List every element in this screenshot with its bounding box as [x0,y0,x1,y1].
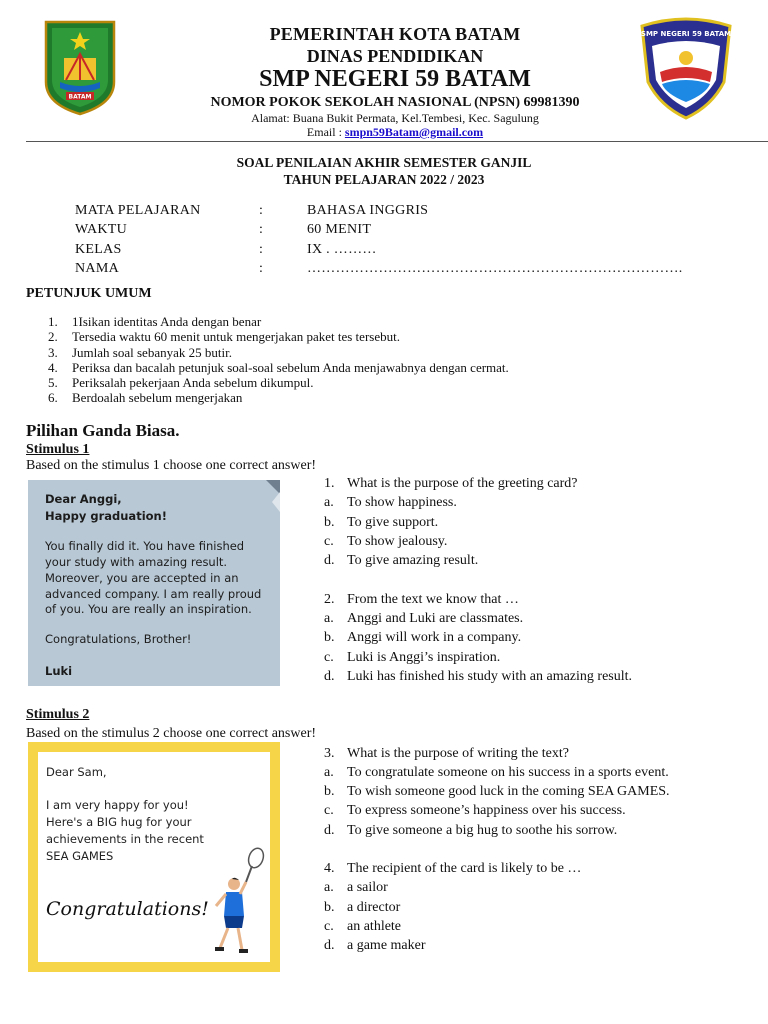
question-2: 2. From the text we know that … [324,592,519,607]
option-4c: c. an athlete [324,919,402,934]
instruction-item: 3. Jumlah soal sebanyak 25 butir. [48,345,232,360]
instruction-item: 4. Periksa dan bacalah petunjuk soal-soal sebelum Anda menjawabnya dengan cermat. [48,360,509,375]
card-line: Here's a BIG hug for your [46,815,192,829]
option-2d: d. Luki has finished his study with an amazing result. [324,669,633,684]
card-signature: Congratulations! [46,898,209,920]
card-corner-decoration [264,492,280,512]
card-line: of you. You are really an inspiration. [45,602,252,616]
exam-title: SOAL PENILAIAN AKHIR SEMESTER GANJIL [236,155,532,170]
card-inner [38,752,270,962]
option-2c: c. Luki is Anggi’s inspiration. [324,650,501,665]
stimulus2-instruction: Based on the stimulus 2 choose one correct answer! [26,726,317,741]
school-name: SMP NEGERI 59 BATAM [259,66,531,92]
option-1c: c. To show jealousy. [324,534,448,549]
npsn-line: NOMOR POKOK SEKOLAH NASIONAL (NPSN) 69981390 [210,95,580,110]
option-2a: a. Anggi and Luki are classmates. [324,611,524,626]
option-1b: b. To give support. [324,515,439,530]
stimulus2-greeting-card [28,742,280,972]
card-line: Dear Sam, [46,765,107,779]
meta-row: WAKTU : 60 MENIT [75,222,372,237]
option-3d: d. To give someone a big hug to soothe his sorrow. [324,823,618,838]
stimulus1-greeting-card [28,480,280,686]
badminton-player-illustration [206,844,270,962]
instructions-title: PETUNJUK UMUM [26,286,152,301]
card-line: Moreover, you are accepted in an [45,571,239,585]
option-4d: d. a game maker [324,938,426,953]
option-4b: b. a director [324,900,401,915]
meta-row: MATA PELAJARAN : BAHASA INGGRIS [75,203,429,218]
email-link[interactable]: smpn59Batam@gmail.com [344,125,484,139]
batam-city-emblem [44,20,116,116]
email-line [130,125,660,140]
question-4: 4. The recipient of the card is likely to be … [324,861,582,876]
instruction-item: 1. 1Isikan identitas Anda dengan benar [48,314,262,329]
option-1d: d. To give amazing result. [324,553,479,568]
card-line: Dear Anggi, [45,492,122,506]
card-line: Luki [45,664,73,678]
instruction-item: 5. Periksalah pekerjaan Anda sebelum dikumpul. [48,375,314,390]
option-3c: c. To express someone’s happiness over his success. [324,803,626,818]
option-3a: a. To congratulate someone on his success in a sports event. [324,765,669,780]
card-line: You finally did it. You have finished [45,539,245,553]
card-line: Congratulations, Brother! [45,632,192,646]
question-3: 3. What is the purpose of writing the text? [324,746,569,761]
section-title: Pilihan Ganda Biasa. [26,421,180,440]
card-line: SEA GAMES [46,849,114,863]
option-4a: a. a sailor [324,880,388,895]
address-line: Alamat: Buana Bukit Permata, Kel.Tembesi, Kec. Sagulung [251,111,539,125]
option-2b: b. Anggi will work in a company. [324,630,522,645]
meta-row: NAMA : ……………………………………………………………………. [75,261,683,276]
instruction-item: 2. Tersedia waktu 60 menit untuk mengerjakan paket tes tersebut. [48,329,400,344]
card-line: achievements in the recent [46,832,204,846]
header-divider [26,141,768,142]
card-line: I am very happy for you! [46,798,189,812]
card-line: advanced company. I am really proud [45,587,262,601]
gov-line: PEMERINTAH KOTA BATAM [269,24,521,44]
stimulus1-instruction: Based on the stimulus 1 choose one correct answer! [26,458,317,473]
svg-text:SMP NEGERI 59 BATAM: SMP NEGERI 59 BATAM [640,30,732,38]
email-label: Email : [306,125,345,139]
stimulus1-title: Stimulus 1 [26,442,90,457]
question-1: 1. What is the purpose of the greeting card? [324,476,578,491]
svg-text:BATAM: BATAM [68,93,92,101]
option-3b: b. To wish someone good luck in the coming SEA GAMES. [324,784,670,799]
card-line: Happy graduation! [45,509,167,523]
card-line: your study with amazing result. [45,555,228,569]
meta-row: KELAS : IX . ……… [75,242,377,257]
stimulus2-title: Stimulus 2 [26,707,90,722]
option-1a: a. To show happiness. [324,495,457,510]
department-line: DINAS PENDIDIKAN [306,46,484,66]
exam-year: TAHUN PELAJARAN 2022 / 2023 [283,172,485,187]
instruction-item: 6. Berdoalah sebelum mengerjakan [48,390,243,405]
